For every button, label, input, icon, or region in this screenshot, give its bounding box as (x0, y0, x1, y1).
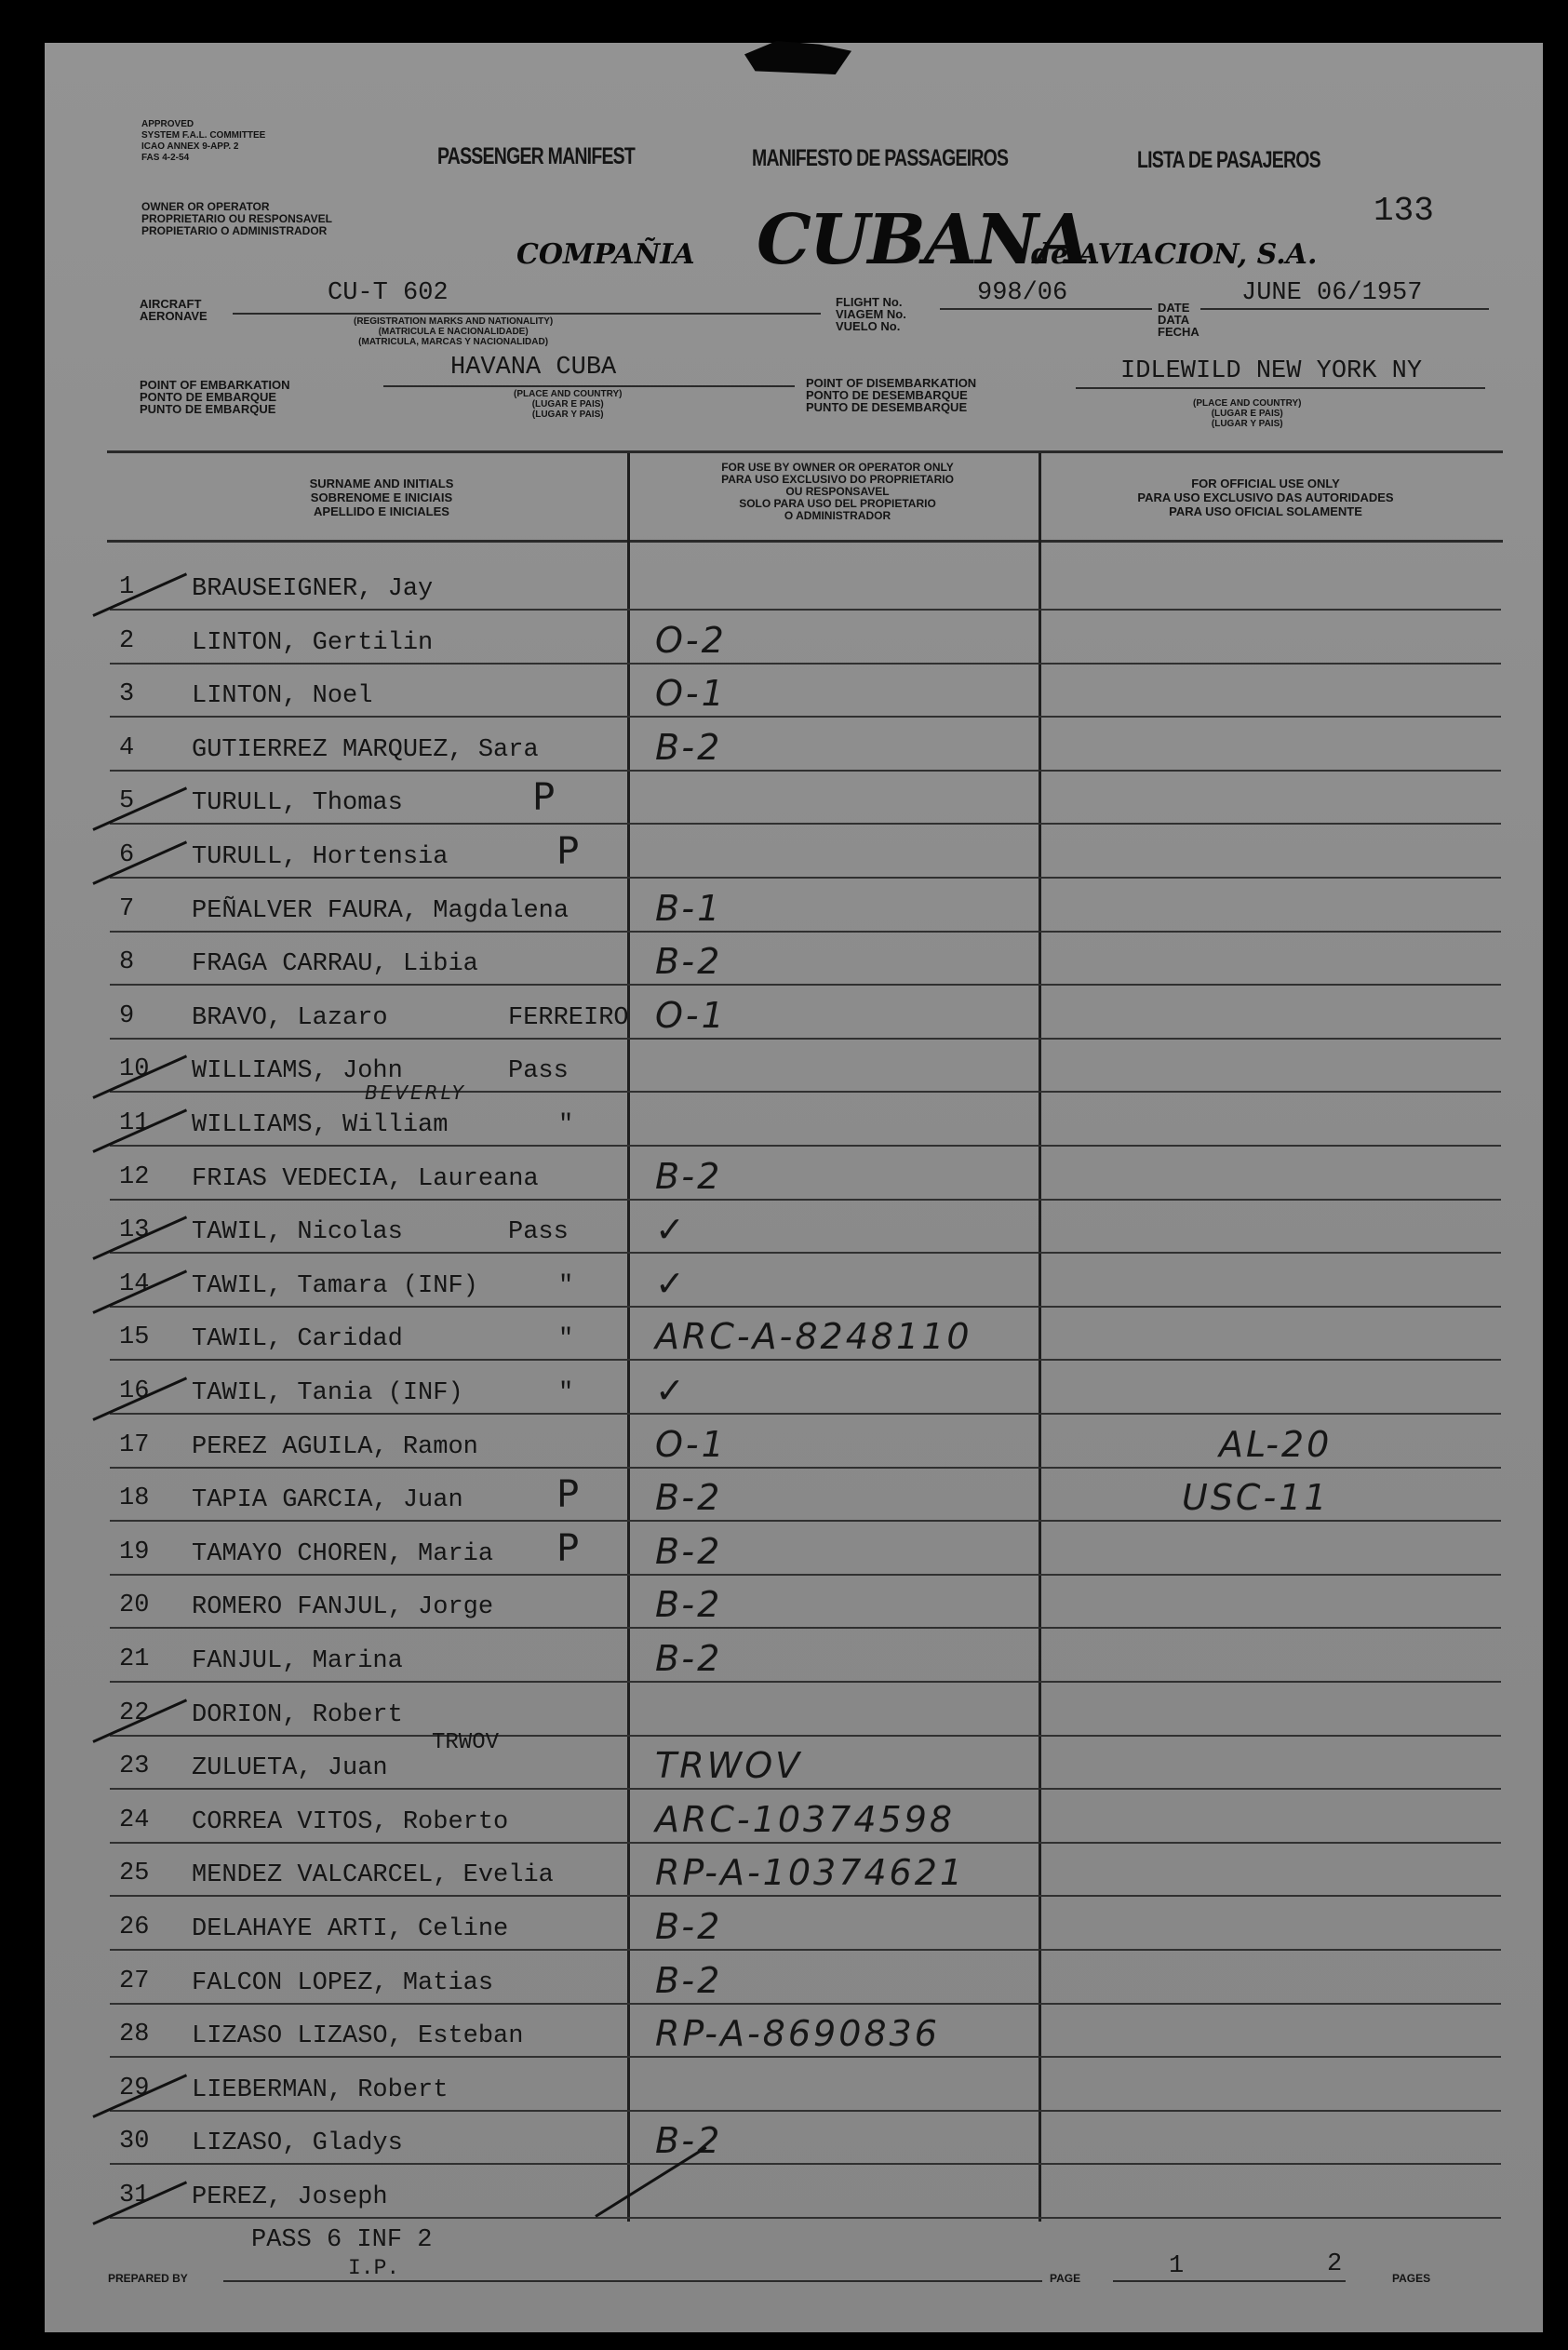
owner-code: B-2 (655, 726, 723, 768)
row-number: 19 (119, 1538, 150, 1566)
aircraft-label: AIRCRAFT AERONAVE (140, 297, 208, 323)
row-number: 10 (119, 1055, 150, 1084)
row-number: 11 (119, 1109, 150, 1137)
official-annotation: USC-11 (1182, 1477, 1330, 1519)
passenger-extra: FERREIRO (508, 1003, 629, 1032)
owner-code: B-1 (655, 887, 723, 929)
prepared-rule (223, 2280, 1042, 2282)
row-number: 23 (119, 1752, 150, 1781)
passenger-name: TAWIL, Tamara (INF) (192, 1271, 478, 1300)
flight-number: 998/06 (977, 279, 1068, 307)
row-number: 8 (119, 948, 135, 977)
page-label: PAGE (1050, 2272, 1081, 2285)
table-top-rule (107, 450, 1503, 453)
passenger-name: MENDEZ VALCARCEL, Evelia (192, 1861, 554, 1890)
title-lista: LISTA DE PASAJEROS (1137, 147, 1320, 173)
totals: PASS 6 INF 2 (251, 2226, 433, 2254)
row-number: 2 (119, 626, 135, 655)
row-number: 16 (119, 1377, 150, 1405)
passenger-name: BRAUSEIGNER, Jay (192, 575, 434, 603)
row-rule (110, 931, 1501, 933)
page-number: 133 (1374, 192, 1434, 230)
row-number: 5 (119, 787, 135, 816)
row-rule (110, 1574, 1501, 1576)
owner-code: ✓ (655, 1209, 688, 1251)
row-number: 7 (119, 894, 135, 923)
owner-code: O-2 (655, 619, 727, 661)
prepared-value: I.P. (348, 2256, 400, 2280)
owner-code: O-1 (655, 673, 727, 715)
row-rule (110, 1788, 1501, 1790)
date-rule (1200, 308, 1489, 310)
passenger-name: BRAVO, Lazaro (192, 1003, 388, 1032)
passenger-name: LINTON, Gertilin (192, 628, 434, 657)
row-number: 28 (119, 2021, 150, 2049)
embark-label: POINT OF EMBARKATION PONTO DE EMBARQUE PUNTO DE EMBARQUE (140, 378, 290, 416)
passenger-name: LINTON, Noel (192, 682, 373, 711)
owner-code: ARC-10374598 (655, 1798, 956, 1840)
disembark-note: (PLACE AND COUNTRY) (LUGAR E PAIS) (LUGAR Y PAIS) (1193, 398, 1302, 429)
col-divider-1 (627, 453, 630, 2222)
owner-code: B-2 (655, 1155, 723, 1197)
passenger-name: ROMERO FANJUL, Jorge (192, 1593, 494, 1622)
row-rule (110, 1520, 1501, 1522)
page-rule (1113, 2280, 1346, 2282)
embark-value: HAVANA CUBA (450, 354, 617, 382)
row-rule (110, 1949, 1501, 1951)
passenger-name: LIZASO LIZASO, Esteban (192, 2022, 524, 2051)
passenger-name: FANJUL, Marina (192, 1647, 403, 1675)
company-name: CUBANA (757, 200, 1089, 280)
row-rule (110, 984, 1501, 986)
owner-code: ✓ (655, 1370, 688, 1411)
disembark-label: POINT OF DISEMBARKATION PONTO DE DESEMBARQUE PUNTO DE DESEMBARQUE (806, 376, 977, 414)
owner-code: B-2 (655, 1584, 723, 1626)
disembark-value: IDLEWILD NEW YORK NY (1120, 357, 1423, 385)
typed-mark: TRWOV (432, 1730, 500, 1756)
passenger-name: FRIAS VEDECIA, Laureana (192, 1164, 539, 1193)
row-number: 31 (119, 2182, 150, 2209)
row-number: 4 (119, 733, 135, 762)
passenger-name: PEREZ, Joseph (192, 2183, 388, 2211)
owner-code: B-2 (655, 941, 723, 983)
passenger-name: FRAGA CARRAU, Libia (192, 950, 478, 979)
row-number: 1 (119, 573, 135, 601)
owner-code: RP-A-8690836 (655, 2013, 940, 2055)
company-suffix: de AVIACION, S.A. (1031, 238, 1318, 271)
row-rule (110, 770, 1501, 772)
row-rule (110, 2003, 1501, 2005)
owner-label: OWNER OR OPERATOR PROPRIETARIO OU RESPONSAVEL PROPIETARIO O ADMINISTRADOR (141, 200, 332, 237)
row-rule (110, 2217, 1501, 2219)
handwritten-mark: BEVERLY (365, 1081, 467, 1104)
passenger-name: PEÑALVER FAURA, Magdalena (192, 896, 570, 925)
row-number: 9 (119, 1001, 135, 1030)
row-number: 17 (119, 1430, 150, 1459)
row-number: 30 (119, 2128, 150, 2156)
passenger-name: DORION, Robert (192, 1700, 403, 1729)
row-number: 3 (119, 680, 135, 709)
title-manifesto: MANIFESTO DE PASSAGEIROS (752, 145, 1009, 171)
passenger-name: TURULL, Hortensia (192, 843, 449, 871)
row-rule (110, 2056, 1501, 2058)
passenger-name: TAMAYO CHOREN, Maria (192, 1539, 494, 1568)
row-rule (110, 1145, 1501, 1147)
passenger-name: LIEBERMAN, Robert (192, 2075, 449, 2104)
row-number: 20 (119, 1591, 150, 1620)
row-number: 24 (119, 1806, 150, 1834)
disembark-rule (1076, 387, 1485, 389)
company-prefix: COMPAÑIA (516, 238, 695, 271)
row-number: 25 (119, 1860, 150, 1888)
col-owner-use: FOR USE BY OWNER OR OPERATOR ONLY PARA USO EXCLUSIVO DO PROPRIETARIO OU RESPONSAVEL SOLO PARA USO DEL PROPIETARIO O ADMINISTRADOR (721, 461, 954, 522)
passenger-extra: Pass (508, 1218, 569, 1247)
passenger-name: TAPIA GARCIA, Juan (192, 1486, 463, 1515)
title-passenger-manifest: PASSENGER MANIFEST (437, 143, 636, 169)
row-rule (110, 2110, 1501, 2112)
row-number: 27 (119, 1967, 150, 1995)
row-rule (110, 1359, 1501, 1361)
col-official-use: FOR OFFICIAL USE ONLY PARA USO EXCLUSIVO DAS AUTORIDADES PARA USO OFICIAL SOLAMENTE (1137, 477, 1394, 518)
owner-code: ARC-A-8248110 (655, 1316, 972, 1358)
aircraft-rule (233, 313, 821, 315)
registration-note: (REGISTRATION MARKS AND NATIONALITY) (MATRICULA E NACIONALIDADE) (MATRICULA, MARCAS Y NACIONALIDAD) (354, 316, 554, 347)
passenger-extra: " (558, 1379, 574, 1407)
row-rule (110, 716, 1501, 718)
handwritten-mark: P (556, 830, 583, 873)
row-rule (110, 823, 1501, 825)
row-rule (110, 1199, 1501, 1201)
row-number: 18 (119, 1484, 150, 1513)
owner-code: B-2 (655, 1530, 723, 1572)
owner-code: B-2 (655, 1959, 723, 2001)
page-value: 1 (1169, 2252, 1185, 2280)
approval-note: APPROVED SYSTEM F.A.L. COMMITTEE ICAO ANNEX 9-APP. 2 FAS 4-2-54 (141, 119, 266, 163)
row-rule (110, 1681, 1501, 1683)
flight-date: JUNE 06/1957 (1241, 279, 1423, 307)
owner-code: B-2 (655, 1638, 723, 1679)
col-surname: SURNAME AND INITIALS SOBRENOME E INICIAIS APELLIDO E INICIALES (309, 477, 454, 518)
passenger-extra: " (558, 1111, 574, 1139)
owner-code: TRWOV (655, 1745, 803, 1787)
date-label: DATE DATA FECHA (1158, 301, 1199, 339)
row-number: 22 (119, 1699, 150, 1727)
row-rule (110, 2163, 1501, 2165)
pages-value: 2 (1327, 2250, 1343, 2278)
row-rule (110, 609, 1501, 611)
owner-code: ✓ (655, 1262, 688, 1304)
passenger-name: DELAHAYE ARTI, Celine (192, 1915, 509, 1943)
embark-note: (PLACE AND COUNTRY) (LUGAR E PAIS) (LUGAR Y PAIS) (514, 389, 623, 420)
col-divider-2 (1039, 453, 1041, 2222)
passenger-extra: " (558, 1325, 574, 1354)
prepared-label: PREPARED BY (108, 2272, 188, 2285)
owner-code: B-2 (655, 2120, 723, 2162)
row-rule (110, 1038, 1501, 1040)
row-number: 13 (119, 1216, 150, 1245)
passenger-name: ZULUETA, Juan (192, 1754, 388, 1783)
row-number: 21 (119, 1645, 150, 1673)
passenger-name: WILLIAMS, John (192, 1057, 403, 1086)
flight-label: FLIGHT No. VIAGEM No. VUELO No. (836, 295, 906, 333)
row-rule (110, 1627, 1501, 1629)
handwritten-mark: P (532, 776, 558, 820)
row-rule (110, 1306, 1501, 1308)
passenger-name: PEREZ AGUILA, Ramon (192, 1432, 478, 1461)
row-number: 15 (119, 1323, 150, 1352)
row-number: 26 (119, 1914, 150, 1941)
official-annotation: AL-20 (1219, 1423, 1333, 1465)
passenger-name: TAWIL, Tania (INF) (192, 1379, 463, 1407)
row-rule (110, 877, 1501, 879)
table-header-rule (107, 540, 1503, 543)
owner-code: B-2 (655, 1906, 723, 1947)
row-rule (110, 1842, 1501, 1844)
row-rule (110, 1895, 1501, 1897)
owner-code: RP-A-10374621 (655, 1852, 966, 1894)
flight-rule (940, 308, 1152, 310)
passenger-name: TURULL, Thomas (192, 789, 403, 818)
passenger-name: GUTIERREZ MARQUEZ, Sara (192, 735, 539, 764)
passenger-name: LIZASO, Gladys (192, 2129, 403, 2158)
pages-label: PAGES (1392, 2272, 1431, 2285)
embark-rule (383, 385, 795, 387)
owner-code: B-2 (655, 1477, 723, 1519)
row-rule (110, 1091, 1501, 1093)
row-rule (110, 663, 1501, 665)
row-rule (110, 1467, 1501, 1469)
row-rule (110, 1735, 1501, 1737)
passenger-name: TAWIL, Caridad (192, 1325, 403, 1354)
handwritten-mark: P (556, 1473, 583, 1517)
owner-code: O-1 (655, 994, 727, 1036)
owner-code: O-1 (655, 1423, 727, 1465)
passenger-extra: " (558, 1271, 574, 1300)
passenger-name: FALCON LOPEZ, Matias (192, 1968, 494, 1997)
passenger-name: CORREA VITOS, Roberto (192, 1807, 509, 1836)
handwritten-mark: P (556, 1526, 583, 1570)
passenger-name: TAWIL, Nicolas (192, 1218, 403, 1247)
row-number: 6 (119, 841, 135, 869)
aircraft-value: CU-T 602 (328, 279, 449, 307)
row-rule (110, 1413, 1501, 1415)
row-number: 14 (119, 1269, 150, 1298)
row-number: 29 (119, 2074, 150, 2102)
passenger-name: WILLIAMS, William (192, 1111, 449, 1139)
passenger-extra: Pass (508, 1057, 569, 1086)
row-number: 12 (119, 1162, 150, 1191)
row-rule (110, 1252, 1501, 1254)
